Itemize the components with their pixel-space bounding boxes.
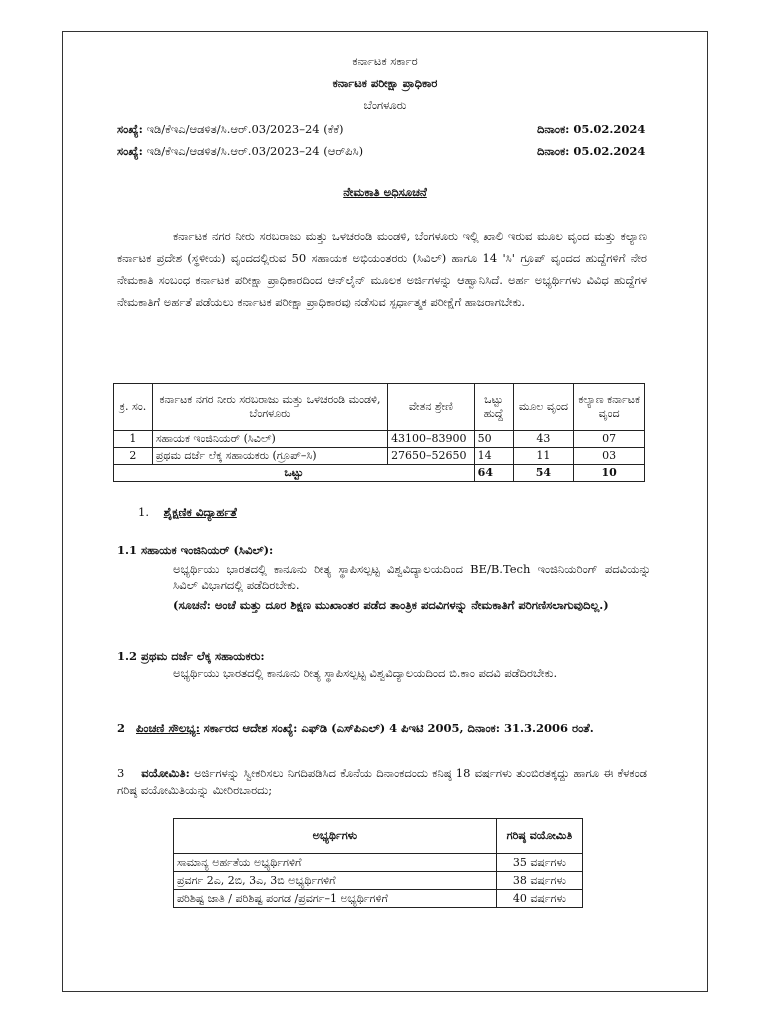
- table-total-row: [114, 465, 645, 482]
- ref2-text: ಇಡಿ/ಕೆಇಎ/ಆಡಳಿತ/ಸಿ.ಆರ್.03/2023–24 (ಆರ್‌ಪಿಸಿ): [146, 144, 364, 158]
- col-max-age: ಗರಿಷ್ಠ ವಯೋಮಿತಿ: [496, 819, 582, 854]
- age-limit-table: [173, 818, 583, 908]
- table-cell: 50: [474, 431, 513, 448]
- govt-line: ಕರ್ನಾಟಕ ಸರ್ಕಾರ: [352, 54, 418, 68]
- ref2-label: ಸಂಖ್ಯೆ:: [117, 144, 143, 158]
- ref1-date: ದಿನಾಂಕ: 05.02.2024: [537, 122, 646, 136]
- table-cell: ಪ್ರವರ್ಗ 2ಎ, 2ಬಿ, 3ಎ, 3ಬಿ ಅಭ್ಯರ್ಥಿಗಳಿಗೆ: [174, 872, 497, 890]
- col-pay-scale: ವೇತನ ಶ್ರೇಣಿ: [388, 384, 475, 431]
- posts-table: [113, 383, 645, 482]
- age-table-header: [174, 819, 583, 854]
- section-1-title: ಶೈಕ್ಷಣಿಕ ವಿದ್ಯಾರ್ಹತೆ: [163, 505, 237, 519]
- ref1-label: ಸಂಖ್ಯೆ:: [117, 122, 143, 136]
- section-2-text: ಸರ್ಕಾರದ ಆದೇಶ ಸಂಖ್ಯೆ: ಎಫ್‌ಡಿ (ಎಸ್‌ಪಿಎಲ್) 4 ಪಿಇಟಿ 2005, ದಿನಾಂಕ: 31.3.2006 ರಂತೆ.: [203, 721, 594, 735]
- section-1-1-note: (ಸೂಚನೆ: ಅಂಚೆ ಮತ್ತು ದೂರ ಶಿಕ್ಷಣ ಮುಖಾಂತರ ಪಡೆದ ತಾಂತ್ರಿಕ ಪದವಿಗಳನ್ನು ನೇಮಕಾತಿಗೆ ಪರಿಗಣಿಸಲಾಗುವುದಿಲ್ಲ.): [173, 598, 609, 612]
- intro-paragraph: ಕರ್ನಾಟಕ ನಗರ ನೀರು ಸರಬರಾಜು ಮತ್ತು ಒಳಚರಂಡಿ ಮಂಡಳಿ, ಬೆಂಗಳೂರು ಇಲ್ಲಿ ಖಾಲಿ ಇರುವ ಮೂಲ ವೃಂದ ಮತ್ತು ಕಲ್ಯಾಣ ಕರ್ನಾಟಕ ಪ್ರದೇಶ (ಸ್ಥಳೀಯ) ವೃಂದದಲ್ಲಿರುವ 50 ಸಹಾಯಕ ಅಭಿಯಂತರರು (ಸಿವಿಲ್) ಹಾಗೂ 14 'ಸಿ' ಗ್ರೂಪ್ ವೃಂದದ ಹುದ್ದೆಗಳಿಗೆ ನೇರ ನೇಮಕಾತಿ ಸಂಬಂಧ ಕರ್ನಾಟಕ ಪರೀಕ್ಷಾ ಪ್ರಾಧಿಕಾರದಿಂದ ಆನ್‌ಲೈನ್ ಮೂಲಕ ಅರ್ಜಿಗಳನ್ನು ಆಹ್ವಾನಿಸಿದೆ. ಅರ್ಹ ಅಭ್ಯರ್ಥಿಗಳು ವಿವಿಧ ಹುದ್ದೆಗಳ ನೇಮಕಾತಿಗೆ ಅರ್ಹತೆ ಪಡೆಯಲು ಕರ್ನಾಟಕ ಪರೀಕ್ಷಾ ಪ್ರಾಧಿಕಾರವು ನಡೆಸುವ ಸ್ಪರ್ಧಾತ್ಮಕ ಪರೀಕ್ಷೆಗೆ ಹಾಜರಾಗಬೇಕು.: [117, 229, 647, 309]
- section-3-text: ಅರ್ಜಿಗಳನ್ನು ಸ್ವೀಕರಿಸಲು ನಿಗದಿಪಡಿಸಿದ ಕೊನೆಯ ದಿನಾಂಕದಂದು ಕನಿಷ್ಠ 18 ವರ್ಷಗಳು ತುಂಬಿರತಕ್ಕದ್ದು ಹಾಗೂ ಈ ಕೆಳಕಂಡ ಗರಿಷ್ಠ ವಯೋಮಿತಿಯನ್ನು ಮೀರಿರಬಾರದು;: [117, 766, 648, 797]
- table-cell: ಸಾಮಾನ್ಯ ಅರ್ಹತೆಯ ಅಭ್ಯರ್ಥಿಗಳಿಗೆ: [174, 854, 497, 872]
- notice-title: ನೇಮಕಾತಿ ಅಧಿಸೂಚನೆ: [343, 185, 427, 199]
- section-1-num: 1.: [138, 505, 149, 519]
- total-posts: 64: [474, 465, 513, 482]
- city-line: ಬೆಂಗಳೂರು: [363, 98, 407, 112]
- table-cell: 27650–52650: [388, 448, 475, 465]
- section-1-heading: [138, 505, 237, 520]
- section-2-num: 2: [117, 721, 126, 735]
- col-post-name: ಕರ್ನಾಟಕ ನಗರ ನೀರು ಸರಬರಾಜು ಮತ್ತು ಒಳಚರಂಡಿ ಮಂಡಳಿ, ಬೆಂಗಳೂರು: [152, 384, 387, 431]
- table-cell: 11: [513, 448, 574, 465]
- table-cell: 14: [474, 448, 513, 465]
- table-cell: 43: [513, 431, 574, 448]
- table-row: [174, 872, 583, 890]
- table-cell: 2: [114, 448, 153, 465]
- table-cell: ಸಹಾಯಕ ಇಂಜಿನಿಯರ್ (ಸಿವಿಲ್): [152, 431, 387, 448]
- section-1-1-text: ಅಭ್ಯರ್ಥಿಯು ಭಾರತದಲ್ಲಿ ಕಾನೂನು ರೀತ್ಯ ಸ್ಥಾಪಿಸಲ್ಪಟ್ಟ ವಿಶ್ವವಿದ್ಯಾಲಯದಿಂದ BE/B.Tech ಇಂಜಿನಿಯರಿಂಗ್ ಪದವಿಯನ್ನು ಸಿವಿಲ್ ವಿಭಾಗದಲ್ಲಿ ಪಡೆದಿರಬೇಕು.: [173, 562, 651, 592]
- section-2-title: ಪಿಂಚಣಿ ಸೌಲಭ್ಯ:: [135, 721, 200, 735]
- total-main: 54: [513, 465, 574, 482]
- table-row: [174, 890, 583, 908]
- table-cell: 38 ವರ್ಷಗಳು: [496, 872, 582, 890]
- table-row: [114, 431, 645, 448]
- table-cell: 43100–83900: [388, 431, 475, 448]
- section-3: [117, 765, 647, 799]
- total-label: ಒಟ್ಟು: [114, 465, 475, 482]
- reference-row-1: [117, 122, 647, 137]
- posts-table-header: [114, 384, 645, 431]
- section-3-num: 3: [117, 766, 125, 780]
- table-cell: ಪ್ರಥಮ ದರ್ಜೆ ಲೆಕ್ಕ ಸಹಾಯಕರು (ಗ್ರೂಪ್–ಸಿ): [152, 448, 387, 465]
- table-cell: ಪರಿಶಿಷ್ಟ ಜಾತಿ / ಪರಿಶಿಷ್ಟ ಪಂಗಡ /ಪ್ರವರ್ಗ–1 ಅಭ್ಯರ್ಥಿಗಳಿಗೆ: [174, 890, 497, 908]
- total-kk: 10: [574, 465, 645, 482]
- table-cell: 35 ವರ್ಷಗಳು: [496, 854, 582, 872]
- col-kk-cadre: ಕಲ್ಯಾಣ ಕರ್ನಾಟಕ ವೃಂದ: [574, 384, 645, 431]
- ref2-date: ದಿನಾಂಕ: 05.02.2024: [537, 144, 646, 158]
- section-1-2-title: 1.2 ಪ್ರಥಮ ದರ್ಜೆ ಲೆಕ್ಕ ಸಹಾಯಕರು:: [117, 649, 265, 663]
- col-total-posts: ಒಟ್ಟು ಹುದ್ದೆ: [474, 384, 513, 431]
- table-cell: 40 ವರ್ಷಗಳು: [496, 890, 582, 908]
- col-sl-no: ಕ್ರ. ಸಂ.: [114, 384, 153, 431]
- section-2: [117, 720, 647, 737]
- reference-row-2: [117, 144, 647, 159]
- col-candidates: ಅಭ್ಯರ್ಥಿಗಳು: [174, 819, 497, 854]
- table-cell: 03: [574, 448, 645, 465]
- table-cell: 07: [574, 431, 645, 448]
- col-main-cadre: ಮೂಲ ವೃಂದ: [513, 384, 574, 431]
- section-1-1-title: 1.1 ಸಹಾಯಕ ಇಂಜಿನಿಯರ್ (ಸಿವಿಲ್):: [117, 543, 274, 557]
- table-row: [114, 448, 645, 465]
- table-row: [174, 854, 583, 872]
- authority-line: ಕರ್ನಾಟಕ ಪರೀಕ್ಷಾ ಪ್ರಾಧಿಕಾರ: [332, 76, 438, 90]
- ref1-text: ಇಡಿ/ಕೆಇಎ/ಆಡಳಿತ/ಸಿ.ಆರ್.03/2023–24 (ಕೆಕೆ): [146, 122, 344, 136]
- section-1-2-text: ಅಭ್ಯರ್ಥಿಯು ಭಾರತದಲ್ಲಿ ಕಾನೂನು ರೀತ್ಯ ಸ್ಥಾಪಿಸಲ್ಪಟ್ಟ ವಿಶ್ವವಿದ್ಯಾಲಯದಿಂದ ಬಿ.ಕಾಂ ಪದವಿ ಪಡೆದಿರಬೇಕು.: [173, 666, 558, 680]
- section-3-title: ವಯೋಮಿತಿ:: [141, 766, 190, 780]
- table-cell: 1: [114, 431, 153, 448]
